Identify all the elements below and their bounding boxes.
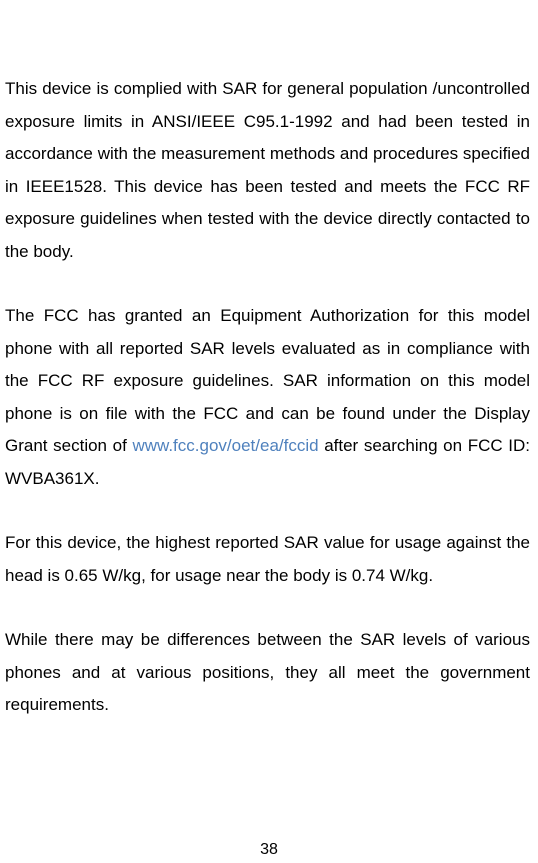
fcc-id-link[interactable]: www.fcc.gov/oet/ea/fccid: [132, 436, 319, 455]
page-number: 38: [260, 841, 278, 858]
sar-compliance-text: This device is complied with SAR for general population /uncontrolled exposure limits in ANSI/IEEE C95.1-1992 and had been tested in accordance with the measurement methods and procedures specified in IEEE1528. This device has been tested and meets the FCC RF exposure guidelines when tested with the device directly contacted to the body.: [5, 79, 530, 261]
sar-values-text: For this device, the highest reported SAR value for usage against the head is 0.65 W/kg, for usage near the body is 0.74 W/kg.: [5, 533, 530, 585]
sar-differences-paragraph: [5, 624, 530, 722]
document-body: [5, 73, 530, 754]
fcc-id-text: after searching on FCC ID: WVBA361X.: [5, 436, 530, 488]
sar-compliance-paragraph: [5, 73, 530, 268]
fcc-authorization-paragraph: [5, 300, 530, 495]
sar-differences-text: While there may be differences between the SAR levels of various phones and at various positions, they all meet the government requirements.: [5, 630, 530, 714]
sar-values-paragraph: [5, 527, 530, 592]
fcc-authorization-text: The FCC has granted an Equipment Authorization for this model phone with all reported SAR levels evaluated as in compliance with the FCC RF exposure guidelines. SAR information on this model phone is on file with the FCC and can be found under the Display Grant section of: [5, 306, 530, 455]
